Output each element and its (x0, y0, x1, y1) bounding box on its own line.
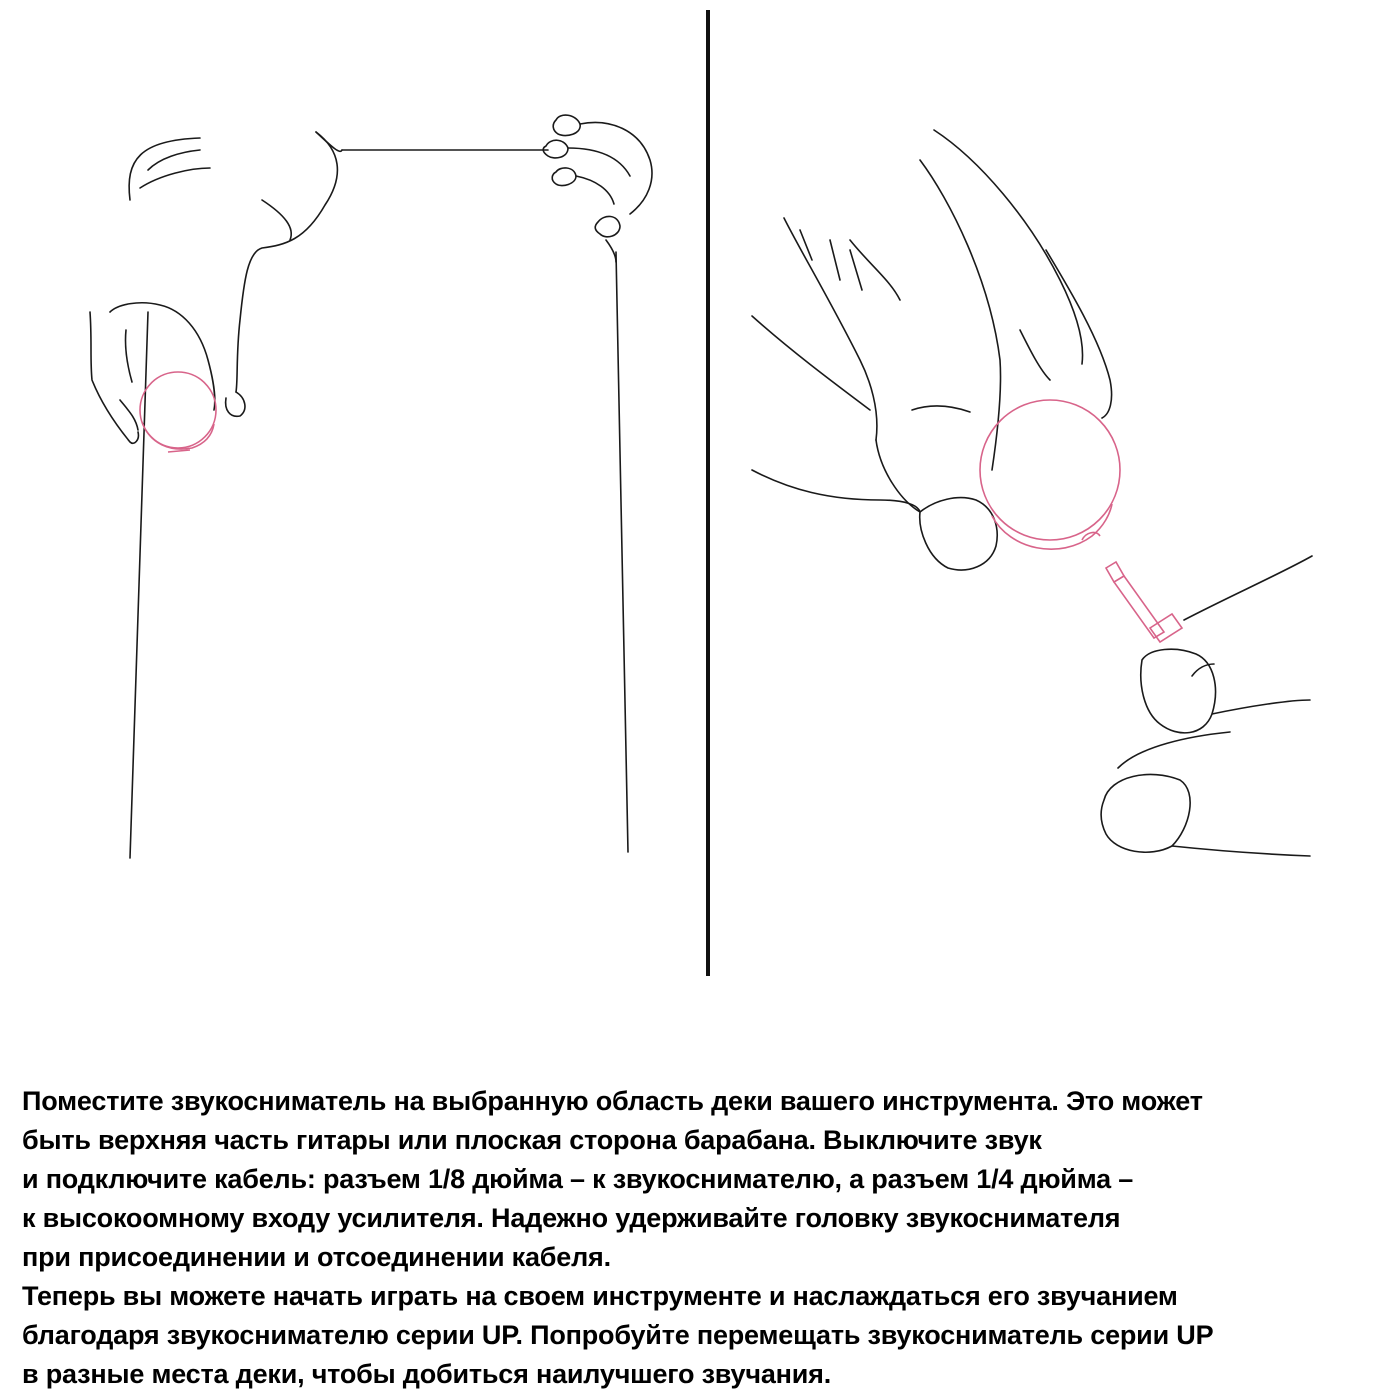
left-panel-drawing (90, 115, 652, 858)
guitar-right-edge (616, 252, 628, 852)
cable-plug-icon (1106, 562, 1182, 642)
hand-holding-pickup-icon (752, 130, 1112, 570)
instructions-text (22, 1082, 1392, 1394)
left-hand-icon (90, 132, 342, 443)
right-hand-icon (543, 115, 652, 262)
instruction-line-1: Поместите звукосниматель на выбранную область деки вашего инструмента. Это может (22, 1086, 1203, 1116)
pickup-icon (980, 400, 1120, 549)
hand-holding-plug-icon (1101, 556, 1312, 856)
guitar-left-edge (130, 312, 148, 858)
instruction-line-7: благодаря звукоснимателю серии UP. Попробуйте перемещать звукосниматель серии UP (22, 1320, 1214, 1350)
instruction-line-3: и подключите кабель: разъем 1/8 дюйма – к звукоснимателю, а разъем 1/4 дюйма – (22, 1164, 1134, 1194)
instruction-line-8: в разные места деки, чтобы добиться наилучшего звучания. (22, 1359, 832, 1389)
instruction-line-4: к высокоомному входу усилителя. Надежно удерживайте головку звукоснимателя (22, 1203, 1121, 1233)
instruction-line-2: быть верхняя часть гитары или плоская сторона барабана. Выключите звук (22, 1125, 1042, 1155)
right-panel-drawing (752, 130, 1312, 856)
instruction-line-6: Теперь вы можете начать играть на своем инструменте и наслаждаться его звучанием (22, 1281, 1178, 1311)
pickup-icon (140, 372, 216, 452)
instruction-line-5: при присоединении и отсоединении кабеля. (22, 1242, 611, 1272)
